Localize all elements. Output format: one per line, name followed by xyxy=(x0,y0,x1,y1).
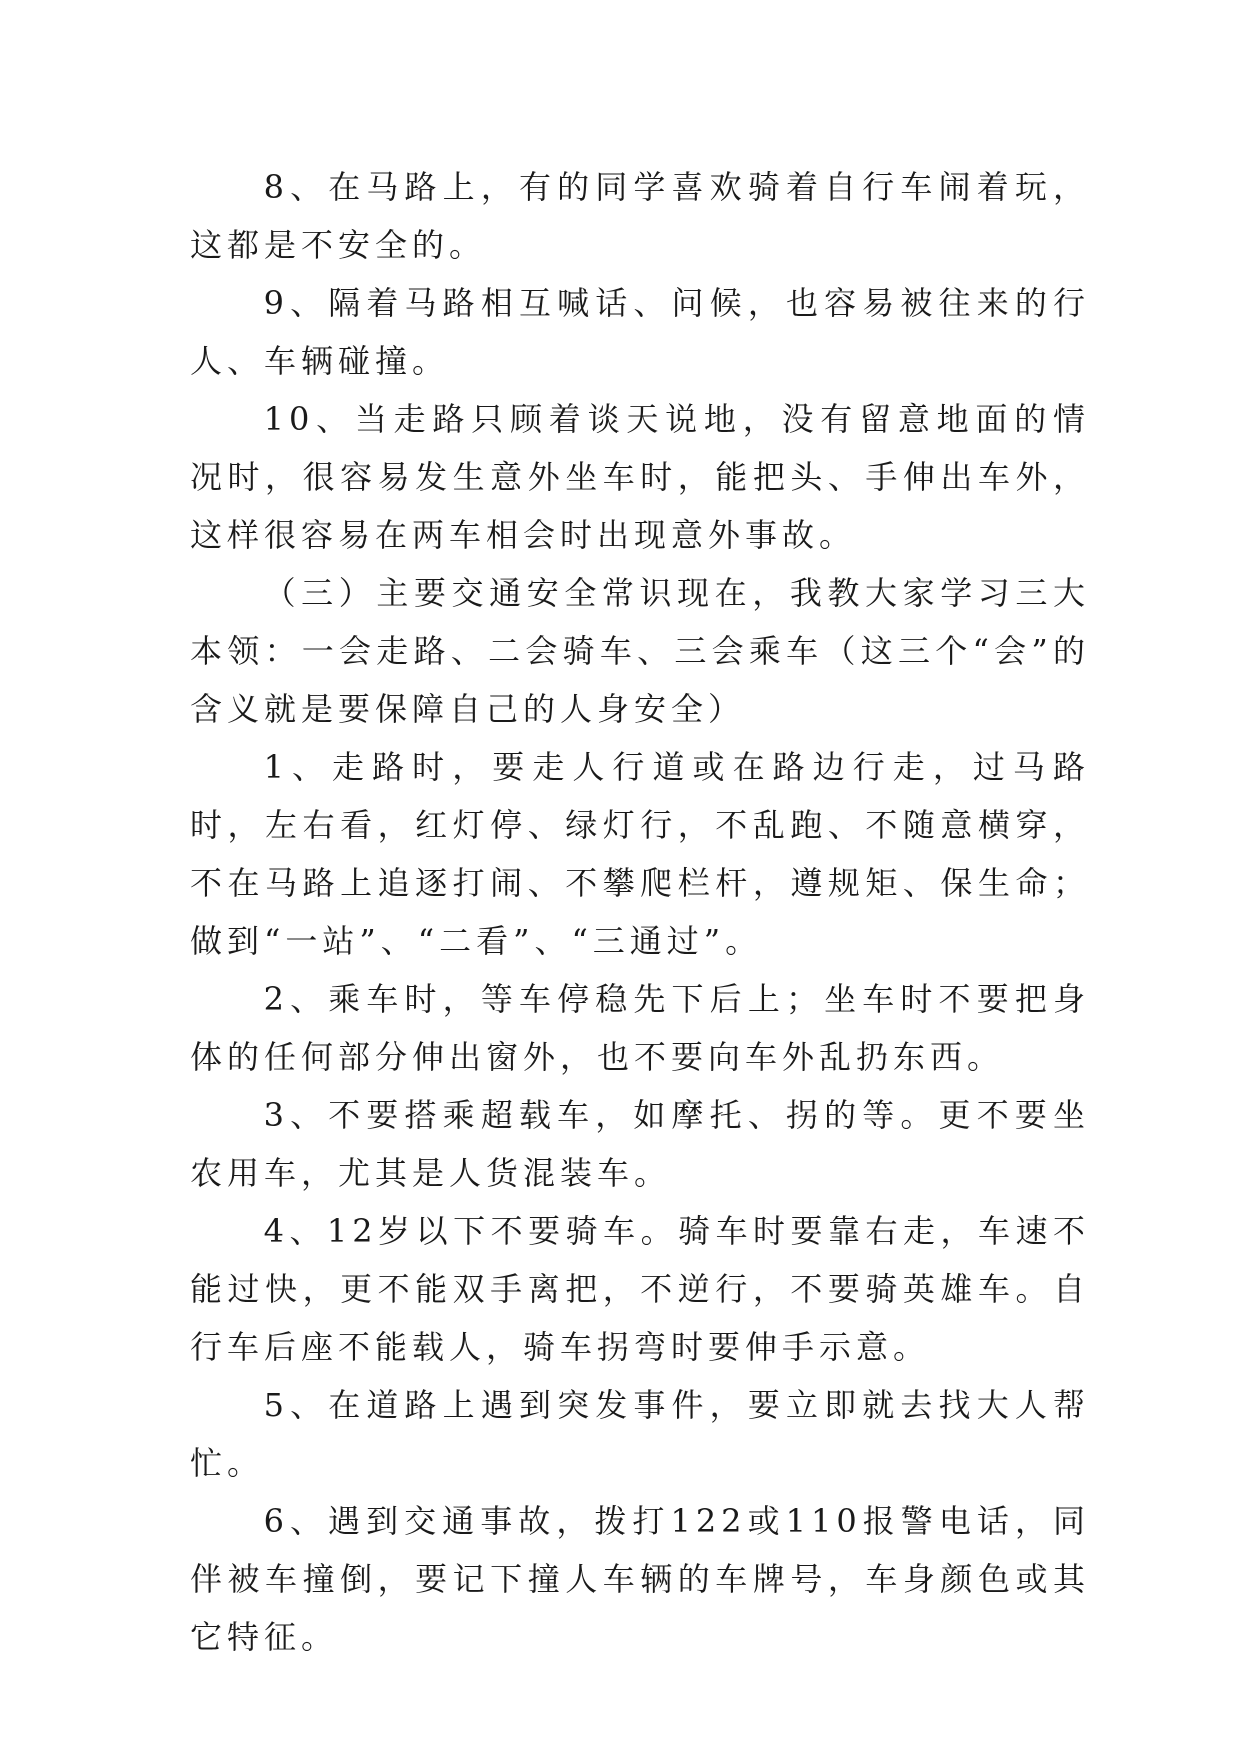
section-heading-3: （三）主要交通安全常识现在，我教大家学习三大本领：一会走路、二会骑车、三会乘车（这三个“会”的含义就是要保障自己的人身安全） xyxy=(190,574,1090,728)
paragraph-riding-bus: 2、乘车时，等车停稳先下后上；坐车时不要把身体的任何部分伸出窗外，也不要向车外乱扔东西。 xyxy=(190,980,1090,1076)
paragraph-overloaded: 3、不要搭乘超载车，如摩托、拐的等。更不要坐农用车，尤其是人货混装车。 xyxy=(190,1096,1090,1192)
paragraph-cycling: 4、12岁以下不要骑车。骑车时要靠右走，车速不能过快，更不能双手离把，不逆行，不要骑英雄车。自行车后座不能载人，骑车拐弯时要伸手示意。 xyxy=(190,1212,1090,1366)
paragraph-emergency: 5、在道路上遇到突发事件，要立即就去找大人帮忙。 xyxy=(190,1386,1090,1482)
paragraph-8: 8、在马路上，有的同学喜欢骑着自行车闹着玩，这都是不安全的。 xyxy=(190,168,1090,264)
paragraph-10: 10、当走路只顾着谈天说地，没有留意地面的情况时，很容易发生意外坐车时，能把头、手伸出车外，这样很容易在两车相会时出现意外事故。 xyxy=(190,400,1090,554)
document-body xyxy=(190,158,1090,1666)
paragraph-walking: 1、走路时，要走人行道或在路边行走，过马路时，左右看，红灯停、绿灯行，不乱跑、不随意横穿，不在马路上追逐打闹、不攀爬栏杆，遵规矩、保生命；做到“一站”、“二看”、“三通过”。 xyxy=(190,748,1090,960)
paragraph-9: 9、隔着马路相互喊话、问候，也容易被往来的行人、车辆碰撞。 xyxy=(190,284,1090,380)
paragraph-accident: 6、遇到交通事故，拨打122或110报警电话，同伴被车撞倒，要记下撞人车辆的车牌号，车身颜色或其它特征。 xyxy=(190,1502,1090,1656)
